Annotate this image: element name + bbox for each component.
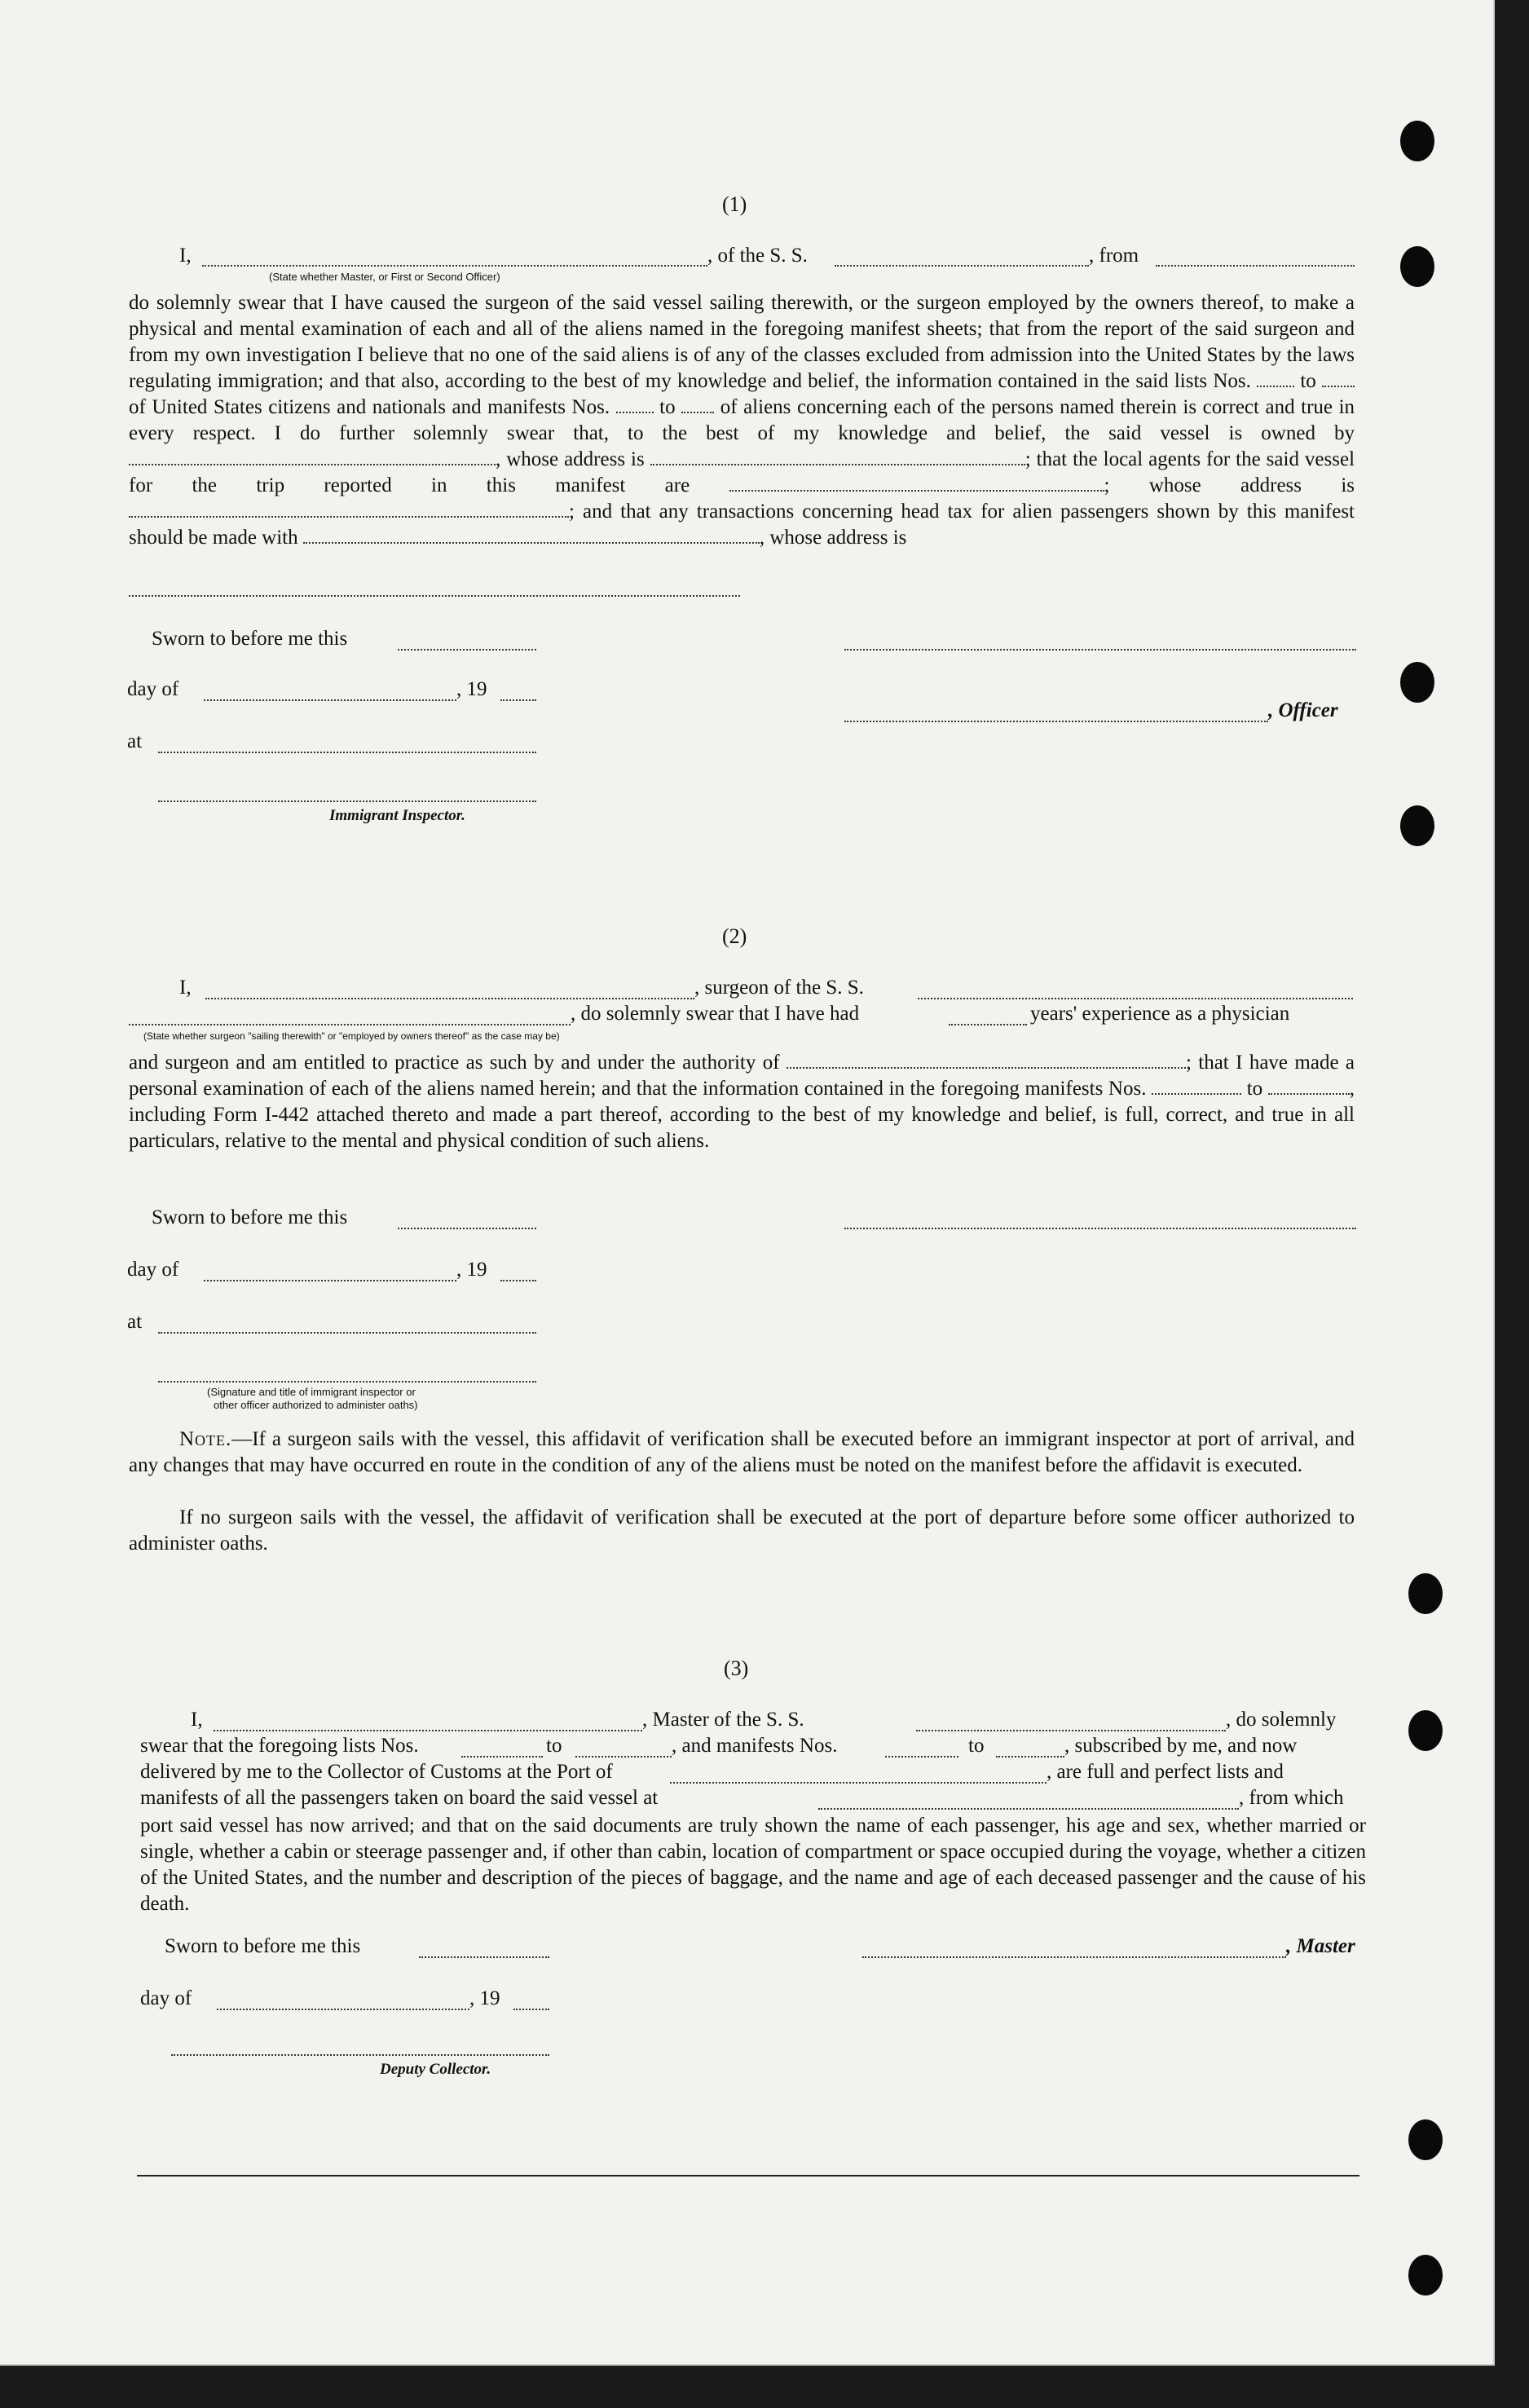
year-field-3[interactable] <box>513 2009 549 2010</box>
master-signature-line[interactable] <box>862 1956 1286 1958</box>
officer-signature-line-1[interactable] <box>844 649 1356 651</box>
month-field-1[interactable] <box>204 699 456 701</box>
practice-authority-field[interactable] <box>787 1051 1186 1069</box>
manifests-to-field-2[interactable] <box>1268 1077 1350 1095</box>
and-manifests-label: , and manifests Nos. <box>672 1735 838 1757</box>
surgeon-name-label: I, <box>179 977 192 999</box>
inspector-title: Immigrant Inspector. <box>329 807 465 824</box>
head-tax-address-field[interactable] <box>129 595 740 597</box>
sworn-label-2: Sworn to before me this <box>152 1206 348 1228</box>
do-solemnly-label: , do solemnly <box>1226 1709 1337 1731</box>
section-2-oath-text: and surgeon and am entitled to practice as such by and under the authority of ; that I have made a personal examination of each of the aliens named herein; and that the information contained in the foregoing manifests Nos. to , including Form I-442 attached thereto and made a part thereof, according to the best of my knowledge and belief, is full, correct, and true in all particulars, relative to the mental and physical condition of such aliens. <box>129 1052 1355 1152</box>
owner-address-field[interactable] <box>650 448 1025 465</box>
at-label-2: at <box>127 1311 143 1333</box>
punch-hole <box>1400 121 1434 161</box>
inspector-signature-line-2[interactable] <box>158 1381 536 1383</box>
manifests-to-field[interactable] <box>681 395 714 413</box>
experience-label: years' experience as a physician <box>1030 1003 1290 1025</box>
year-label-2: , 19 <box>456 1259 487 1281</box>
sworn-label-3: Sworn to before me this <box>165 1935 361 1957</box>
officer-signature-line-2[interactable] <box>844 721 1268 722</box>
note-paragraph-2: If no surgeon sails with the vessel, the affidavit of verification shall be executed at the port of departure before some officer authorized to administer oaths. <box>129 1506 1355 1555</box>
manifests-from-field[interactable] <box>616 395 654 413</box>
day-of-label-2: day of <box>127 1259 179 1281</box>
at-place-field-1[interactable] <box>158 752 536 753</box>
section-1-oath-text: do solemnly swear that I have caused the surgeon of the said vessel sailing therewith, or the surgeon employed by the owners thereof, to make a physical and mental examination of each and all of the aliens named in the foregoing manifest sheets; that from the report of the said surgeon and from my own investigation I believe that no one of the said aliens is of any of the classes excluded from admission into the United States by the laws regulating immigration; and that also, according to the best of my knowledge and belief, the information contained in the said lists Nos. to of United States citizens and nationals and manifests Nos. to of aliens concerning each of the persons named therein is correct and true in every respect. I do further solemnly swear that, to the best of my knowledge and belief, the said vessel is owned by , whose address is ; that the local agents for the said vessel for the trip reported in this manifest are ; whose address is ; and that any transactions concerning head tax for alien passengers shown by this manifest should be made with , whose address is <box>129 292 1355 549</box>
at-place-field-2[interactable] <box>158 1332 536 1334</box>
signature-hint-line-2: other officer authorized to administer oaths) <box>214 1399 418 1411</box>
inspector-signature-line[interactable] <box>158 800 536 802</box>
master-name-label: I, <box>191 1709 203 1731</box>
punch-hole <box>1408 1710 1443 1751</box>
port-field[interactable] <box>670 1782 1047 1784</box>
master-ship-field[interactable] <box>916 1730 1226 1731</box>
from-port-label: , from <box>1089 245 1139 267</box>
lists-from-field-3[interactable] <box>461 1756 543 1757</box>
section-3-oath-text: port said vessel has now arrived; and that on the said documents are truly shown the name of each passenger, his age and sex, whether married or single, whether a cabin or steerage passenger and, if other than cabin, location of compartment or space occupied during the voyage, whether a citizen of the United States, and the number and description of the pieces of baggage, and the name and age of each deceased passenger and the cause of his death. <box>140 1815 1366 1915</box>
surgeon-status-hint: (State whether surgeon "sailing therewith" or "employed by owners thereof" as the case may be) <box>143 1030 560 1042</box>
surgeon-swear-label: , do solemnly swear that I have had <box>571 1003 860 1025</box>
at-label-1: at <box>127 730 143 752</box>
from-which-label: , from which <box>1239 1787 1344 1809</box>
section-3-number: (3) <box>724 1656 749 1680</box>
experience-years-field[interactable] <box>949 1024 1027 1025</box>
year-label-1: , 19 <box>456 678 487 700</box>
punch-hole <box>1408 2255 1443 2296</box>
ship-name-label: , of the S. S. <box>707 245 808 267</box>
surgeon-name-field[interactable] <box>205 998 694 999</box>
lists-to-field[interactable] <box>1322 369 1355 387</box>
collector-signature-line[interactable] <box>171 2054 549 2056</box>
head-tax-field[interactable] <box>303 526 760 544</box>
surgeon-ship-field[interactable] <box>918 998 1353 999</box>
year-field-2[interactable] <box>500 1280 536 1281</box>
manifests-from-field-3[interactable] <box>885 1756 958 1757</box>
officer-title: , Officer <box>1268 699 1338 721</box>
surgeon-ship-label: , surgeon of the S. S. <box>694 977 864 999</box>
ship-name-field[interactable] <box>835 265 1089 267</box>
manifests-from-field-2[interactable] <box>1152 1077 1241 1095</box>
surgeon-status-field[interactable] <box>129 1024 571 1025</box>
boarded-at-field[interactable] <box>818 1808 1239 1810</box>
year-label-3: , 19 <box>469 1987 500 2009</box>
month-field-2[interactable] <box>204 1280 456 1281</box>
delivered-label: delivered by me to the Collector of Customs at the Port of <box>140 1761 613 1783</box>
punch-hole <box>1408 1573 1443 1614</box>
officer-name-field[interactable] <box>202 265 707 267</box>
day-of-label-1: day of <box>127 678 179 700</box>
subscribed-label: , subscribed by me, and now <box>1064 1735 1298 1757</box>
lists-to-field-3[interactable] <box>575 1756 672 1757</box>
day-of-label-3: day of <box>140 1987 192 2009</box>
section-1-number: (1) <box>722 192 747 216</box>
year-field-1[interactable] <box>500 699 536 701</box>
manifests-to-label-3: to <box>968 1735 985 1757</box>
sworn-label-1: Sworn to before me this <box>152 628 348 650</box>
manifests-all-label: manifests of all the passengers taken on board the said vessel at <box>140 1787 659 1809</box>
officer-rank-hint: (State whether Master, or First or Second Officer) <box>269 271 500 283</box>
punch-hole <box>1400 805 1434 846</box>
note-paragraph: Note.—If a surgeon sails with the vessel, this affidavit of verification shall be executed before an immigrant inspector at port of arrival, and any changes that may have occurred en route in the condition of any of the aliens must be noted on the manifest before the affidavit is executed. <box>129 1428 1355 1476</box>
collector-title: Deputy Collector. <box>380 2061 491 2078</box>
lists-to-label-3: to <box>546 1735 562 1757</box>
local-agents-field[interactable] <box>729 474 1104 492</box>
sworn-day-field-2[interactable] <box>398 1228 536 1229</box>
month-field-3[interactable] <box>217 2009 469 2010</box>
from-port-field[interactable] <box>1156 265 1355 267</box>
signature-hint-line-1: (Signature and title of immigrant inspector or <box>207 1386 416 1398</box>
surgeon-signature-line[interactable] <box>844 1228 1356 1229</box>
master-ship-label: , Master of the S. S. <box>642 1709 804 1731</box>
master-name-field[interactable] <box>214 1730 642 1731</box>
owner-field[interactable] <box>129 448 496 465</box>
sworn-day-field-3[interactable] <box>419 1956 549 1958</box>
lists-from-field[interactable] <box>1257 369 1294 387</box>
punch-hole <box>1400 662 1434 703</box>
manifests-to-field-3[interactable] <box>996 1756 1064 1757</box>
are-full-label: , are full and perfect lists and <box>1047 1761 1284 1783</box>
master-title: , Master <box>1286 1935 1355 1957</box>
swear-lists-label: swear that the foregoing lists Nos. <box>140 1735 419 1757</box>
section-2-number: (2) <box>722 924 747 948</box>
punch-hole <box>1408 2119 1443 2160</box>
bottom-rule <box>137 2175 1359 2176</box>
sworn-day-field-1[interactable] <box>398 649 536 651</box>
officer-name-label: I, <box>179 245 192 267</box>
agents-address-field[interactable] <box>129 500 569 518</box>
punch-hole <box>1400 246 1434 287</box>
